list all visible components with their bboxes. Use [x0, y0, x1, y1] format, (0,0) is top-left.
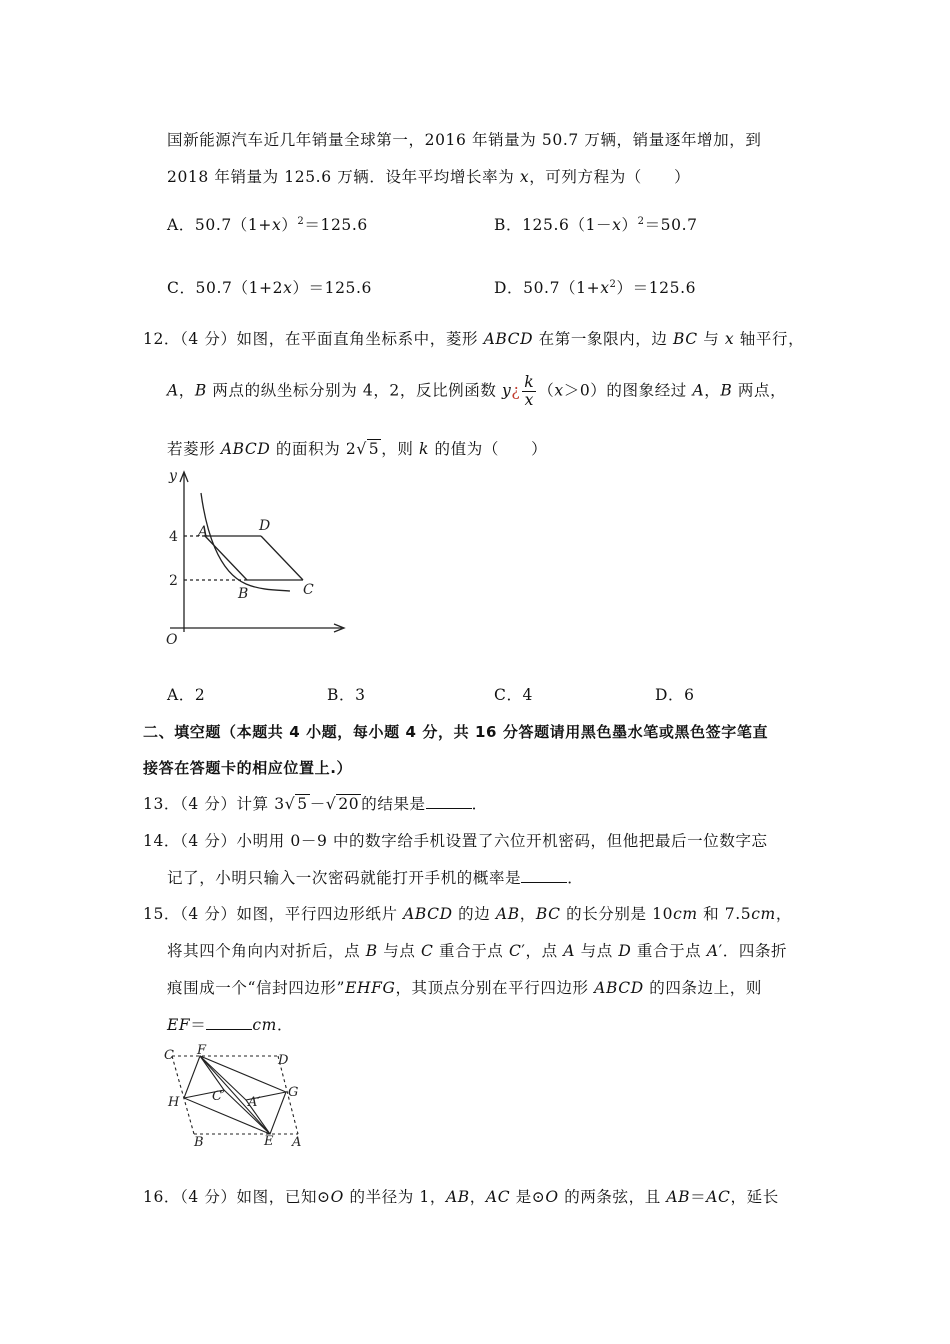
side-dc [261, 536, 303, 580]
point-label-a: A [198, 524, 209, 540]
point-label-d: D [278, 1053, 289, 1068]
hyperbola-curve [201, 493, 290, 591]
q14-line2: 记了，小明只输入一次密码就能打开手机的概率是 ． [167, 869, 584, 887]
point-label-f: F [197, 1043, 207, 1058]
q12-line1: 12．（4 分）如图，在平面直角坐标系中，菱形 ABCD 在第一象限内，边 BC 与 x 轴平行， [143, 330, 805, 348]
q13-line: 13．（4 分）计算 3√ 5 －√ 20 的结果是 ． [143, 795, 488, 813]
answer-blank [206, 1015, 252, 1030]
q15-line3: 痕围成一个“信封四边形”EHFG，其顶点分别在平行四边形 ABCD 的四条边上，则 [167, 979, 762, 997]
side-ab [205, 536, 247, 580]
q12-option-a: A．2 [167, 686, 206, 704]
q12-option-d: D．6 [655, 686, 695, 704]
tick-label-2: 2 [169, 573, 178, 589]
q12-figure [158, 460, 358, 650]
point-label-c: C [164, 1048, 174, 1063]
point-label-e: E [264, 1134, 274, 1149]
q16-line1: 16．（4 分）如图，已知⊙O 的半径为 1，AB，AC 是⊙O 的两条弦，且 AB＝AC，延长 [143, 1188, 779, 1206]
answer-blank [426, 794, 472, 809]
q15-figure [160, 1042, 320, 1152]
point-label-c-prime: C′ [212, 1089, 225, 1104]
point-label-h: H [168, 1095, 180, 1110]
q11-line2: 2018 年销量为 125.6 万辆．设年平均增长率为 x，可列方程为（ ） [167, 168, 691, 186]
point-label-g: G [288, 1085, 299, 1100]
q15-line2: 将其四个角向内对折后，点 B 与点 C 重合于点 C′，点 A 与点 D 重合于点 A′．四条折 [167, 942, 788, 960]
answer-blank [521, 868, 567, 883]
q11-line1: 国新能源汽车近几年销量全球第一，2016 年销量为 50.7 万辆，销量逐年增加，到 [167, 131, 762, 149]
point-label-c: C [303, 582, 314, 598]
q11-option-d: D．$50.7(1+x^2)=125.6$ [494, 278, 697, 297]
section2-heading-line1: 二、填空题（本题共 4 小题，每小题 4 分，共 16 分答题请用黑色墨水笔或黑色签字笔直 [143, 723, 769, 741]
q11-option-a: A．$50.7(1+x)^2=125.6$ [167, 215, 368, 234]
point-label-b: B [194, 1135, 204, 1150]
point-label-b: B [238, 586, 249, 602]
q11-option-b: B．$125.6(1-x)^2=50.7$ [494, 215, 698, 234]
point-label-a-prime: A′ [248, 1095, 261, 1110]
q14-line1: 14．（4 分）小明用 0－9 中的数字给手机设置了六位开机密码，但他把最后一位数字忘 [143, 832, 768, 850]
q12-line3: 若菱形 ABCD 的面积为 2√ 5 ，则 k 的值为（ ） [167, 440, 548, 458]
q11-option-c: C．50.7（1+2x）＝125.6 [167, 279, 373, 297]
q12-option-b: B．3 [327, 686, 366, 704]
tick-label-4: 4 [169, 529, 178, 545]
section2-heading-line2: 接答在答题卡的相应位置上.） [143, 759, 353, 777]
q12-option-c: C．4 [494, 686, 534, 704]
point-label-d: D [259, 518, 271, 534]
k-over-x-fraction: $\frac{k}{x}$ [524, 373, 535, 409]
point-label-a: A [292, 1135, 302, 1150]
q15-line4: EF＝ cm． [167, 1016, 294, 1034]
q15-line1: 15．（4 分）如图，平行四边形纸片 ABCD 的边 AB，BC 的长分别是 10cm 和 7.5cm， [143, 905, 792, 923]
origin-label: O [166, 632, 178, 648]
q12-line2: A，B 两点的纵坐标分别为 4，2，反比例函数 y¿ $\frac{k}{x}$ （x＞0）的图象经过 A，B 两点， [167, 373, 787, 409]
y-axis-label: y [169, 468, 177, 484]
